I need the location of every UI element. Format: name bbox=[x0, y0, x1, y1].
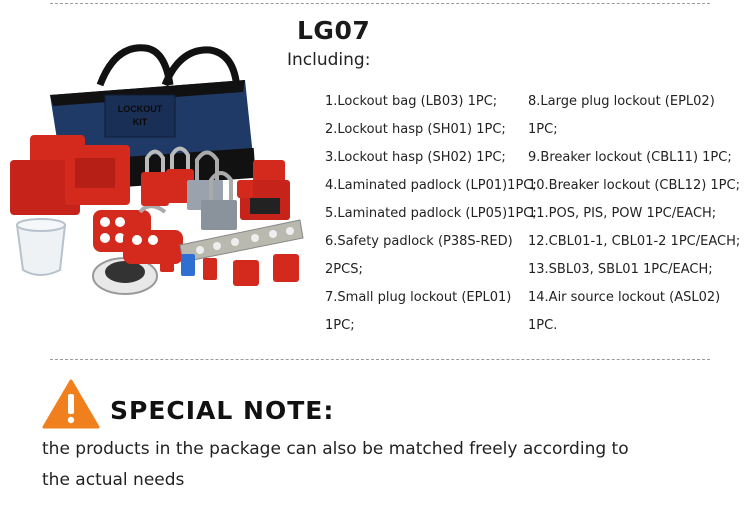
list-item: 10.Breaker lockout (CBL12) 1PC; bbox=[528, 178, 740, 193]
list-item: 2PCS; bbox=[325, 262, 363, 277]
list-item: 1PC; bbox=[528, 122, 558, 137]
list-item: 14.Air source lockout (ASL02) bbox=[528, 290, 721, 305]
list-item: 1.Lockout bag (LB03) 1PC; bbox=[325, 94, 498, 109]
lockout-kit-image bbox=[5, 40, 310, 310]
bag-label-line2: KIT bbox=[132, 117, 148, 127]
included-items-right bbox=[528, 88, 740, 340]
list-item: 4.Laminated padlock (LP01)1PC; bbox=[325, 178, 537, 193]
list-item: 2.Lockout hasp (SH01) 1PC; bbox=[325, 122, 506, 137]
list-item: 1PC. bbox=[528, 318, 558, 333]
list-item: 7.Small plug lockout (EPL01) bbox=[325, 290, 512, 305]
top-divider bbox=[50, 3, 710, 4]
list-item: 3.Lockout hasp (SH02) 1PC; bbox=[325, 150, 506, 165]
warning-triangle-icon bbox=[42, 378, 100, 430]
list-item: 12.CBL01-1, CBL01-2 1PC/EACH; bbox=[528, 234, 741, 249]
list-item: 5.Laminated padlock (LP05)1PC; bbox=[325, 206, 537, 221]
bag-label-line1: LOCKOUT bbox=[117, 104, 163, 114]
special-note-text: the products in the package can also be matched freely according to the actual needs bbox=[42, 439, 629, 490]
middle-divider bbox=[50, 359, 710, 360]
included-items-left bbox=[325, 88, 537, 340]
model-title: LG07 bbox=[297, 16, 371, 45]
list-item: 6.Safety padlock (P38S-RED) bbox=[325, 234, 513, 249]
list-item: 11.POS, PIS, POW 1PC/EACH; bbox=[528, 206, 717, 221]
special-note-title: SPECIAL NOTE: bbox=[110, 396, 335, 425]
including-label: Including: bbox=[287, 50, 371, 70]
list-item: 9.Breaker lockout (CBL11) 1PC; bbox=[528, 150, 732, 165]
list-item: 1PC; bbox=[325, 318, 355, 333]
list-item: 8.Large plug lockout (EPL02) bbox=[528, 94, 715, 109]
list-item: 13.SBL03, SBL01 1PC/EACH; bbox=[528, 262, 713, 277]
